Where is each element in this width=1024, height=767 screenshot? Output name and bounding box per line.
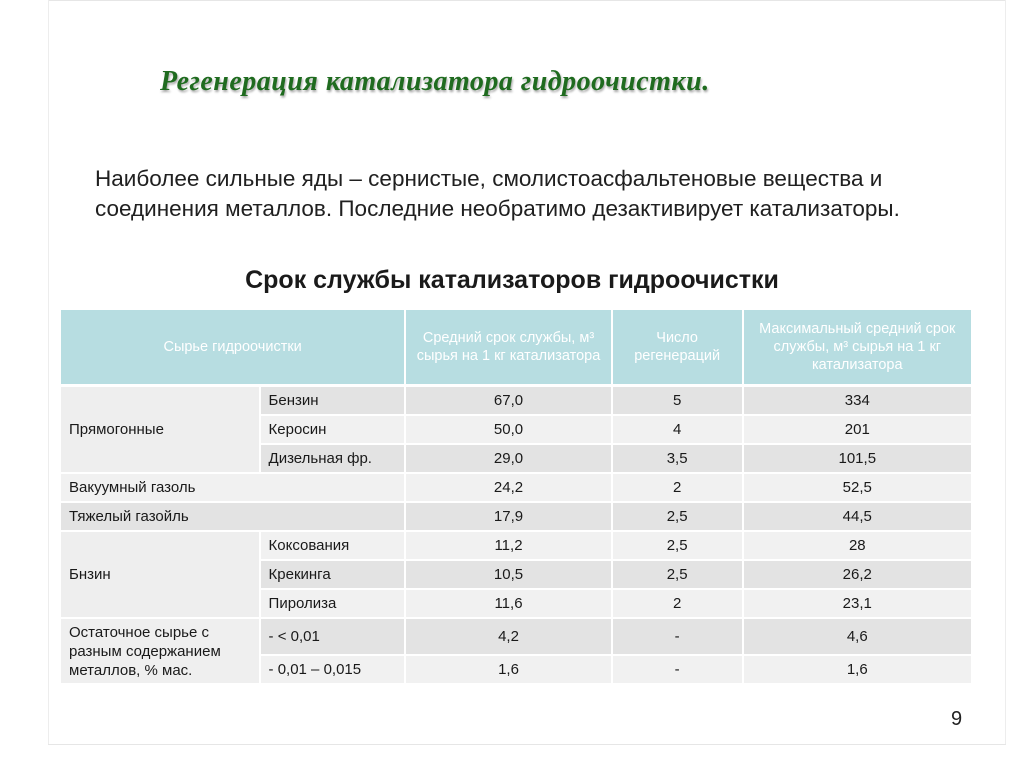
max-life-cell: 52,5 xyxy=(743,473,972,502)
max-life-cell: 26,2 xyxy=(743,560,972,589)
avg-life-cell: 10,5 xyxy=(405,560,611,589)
max-life-cell: 101,5 xyxy=(743,444,972,473)
regen-count-cell: 2,5 xyxy=(612,560,743,589)
avg-life-cell: 29,0 xyxy=(405,444,611,473)
slide-frame-right xyxy=(1005,0,1006,745)
sub-label: Керосин xyxy=(260,415,406,444)
group-residual: Остаточное сырье с разным содержанием металлов, % мас. xyxy=(60,618,260,684)
max-life-cell: 334 xyxy=(743,386,972,416)
sub-label: - < 0,01 xyxy=(260,618,406,655)
regen-count-cell: - xyxy=(612,618,743,655)
sub-label: Пиролиза xyxy=(260,589,406,618)
table-row xyxy=(60,473,972,502)
regen-count-cell: 2,5 xyxy=(612,502,743,531)
avg-life-cell: 67,0 xyxy=(405,386,611,416)
avg-life-cell: 1,6 xyxy=(405,655,611,684)
max-life-cell: 23,1 xyxy=(743,589,972,618)
table-row xyxy=(60,386,972,416)
table-title: Срок службы катализаторов гидроочистки xyxy=(245,266,779,294)
max-life-cell: 1,6 xyxy=(743,655,972,684)
regen-count-cell: 2 xyxy=(612,473,743,502)
max-life-cell: 44,5 xyxy=(743,502,972,531)
group-vacuum-gasoil: Вакуумный газоль xyxy=(60,473,405,502)
group-heavy-gasoil: Тяжелый газойль xyxy=(60,502,405,531)
avg-life-cell: 50,0 xyxy=(405,415,611,444)
regen-count-cell: 3,5 xyxy=(612,444,743,473)
regen-count-cell: 4 xyxy=(612,415,743,444)
regen-count-cell: 2,5 xyxy=(612,531,743,560)
table-row xyxy=(60,618,972,655)
intro-paragraph: Наиболее сильные яды – сернистые, смолистоасфальтеновые вещества и соединения металлов. Последние необратимо дезактивирует катализаторы. xyxy=(95,166,900,221)
avg-life-cell: 24,2 xyxy=(405,473,611,502)
group-gasoline: Бнзин xyxy=(60,531,260,618)
table-header-row xyxy=(60,310,972,386)
sub-label: - 0,01 – 0,015 xyxy=(260,655,406,684)
avg-life-cell: 17,9 xyxy=(405,502,611,531)
slide-frame-left xyxy=(48,0,49,745)
header-feed: Сырье гидроочистки xyxy=(60,310,405,386)
header-avg-life: Средний срок службы, м³ сырья на 1 кг катализатора xyxy=(405,310,611,386)
sub-label: Дизельная фр. xyxy=(260,444,406,473)
max-life-cell: 28 xyxy=(743,531,972,560)
regen-count-cell: - xyxy=(612,655,743,684)
sub-label: Коксования xyxy=(260,531,406,560)
sub-label: Крекинга xyxy=(260,560,406,589)
page-number: 9 xyxy=(951,708,963,730)
catalyst-life-table xyxy=(59,310,973,685)
sub-label: Бензин xyxy=(260,386,406,416)
slide-title: Регенерация катализатора гидроочистки. xyxy=(160,66,710,97)
table-row xyxy=(60,531,972,560)
slide-frame-top xyxy=(48,0,1006,1)
header-max-life: Максимальный средний срок службы, м³ сырья на 1 кг катализатора xyxy=(743,310,972,386)
table-row xyxy=(60,502,972,531)
max-life-cell: 4,6 xyxy=(743,618,972,655)
max-life-cell: 201 xyxy=(743,415,972,444)
header-regen-count: Число регенераций xyxy=(612,310,743,386)
avg-life-cell: 11,6 xyxy=(405,589,611,618)
slide-frame-bottom xyxy=(48,744,1006,745)
avg-life-cell: 4,2 xyxy=(405,618,611,655)
regen-count-cell: 5 xyxy=(612,386,743,416)
regen-count-cell: 2 xyxy=(612,589,743,618)
avg-life-cell: 11,2 xyxy=(405,531,611,560)
group-straight-run: Прямогонные xyxy=(60,386,260,474)
